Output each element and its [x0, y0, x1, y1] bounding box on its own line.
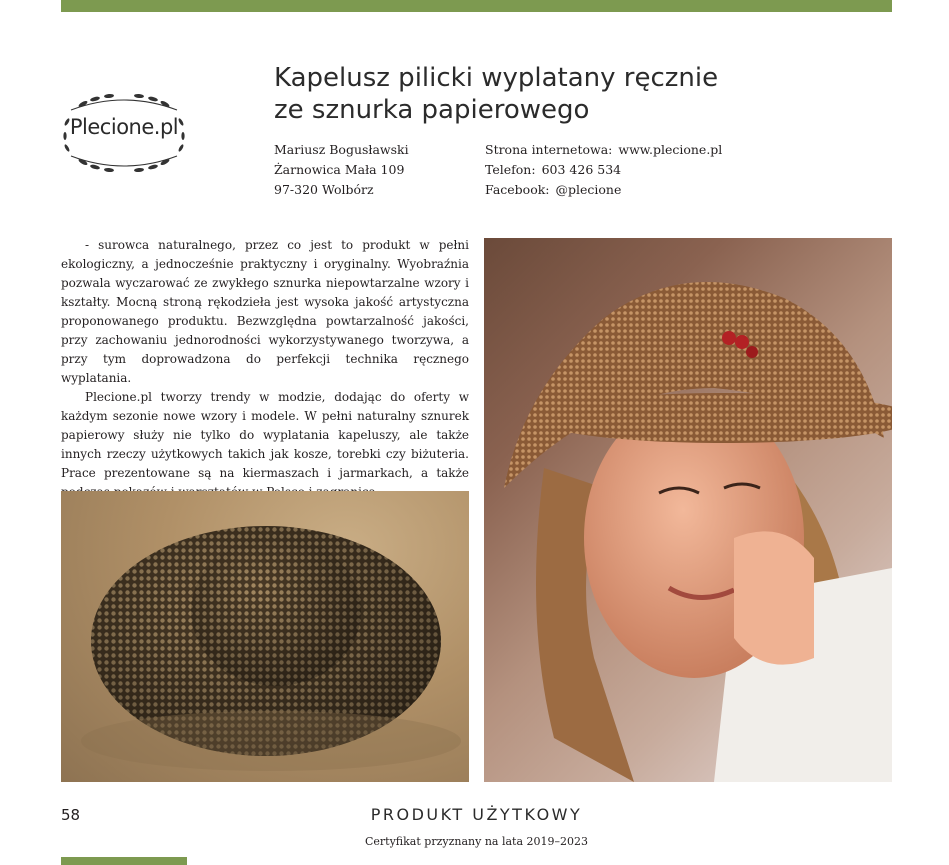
page-number: 58: [61, 806, 81, 824]
photo-woven-hat-on-sand: [61, 491, 469, 782]
article-paragraph: - surowca naturalnego, przez co jest to produkt w pełni ekologiczny, a jednocześnie praktyczny i oryginalny. Wyobraźnia pozwala wyczarować ze zwykłego sznurka niepowtarzalne wzory i kształty. Mocną stroną rękodzieła jest wysoka jakość artystyczna proponowanego produktu. Bezwzględna powtarzalność jakości, przy zachowaniu jednorodności wykorzystywanego tworzywa, a przy tym doprowadzona do perfekcji technika ręcznego wyplatania.: [61, 238, 469, 385]
phone-value: 603 426 534: [541, 162, 622, 177]
page-title: [274, 62, 834, 126]
title-line-1: Kapelusz pilicki wyplatany ręcznie: [274, 63, 719, 93]
website-row: [485, 140, 722, 160]
website-label: Strona internetowa:: [485, 142, 613, 157]
contact-details: [485, 140, 722, 200]
facebook-link[interactable]: @plecione: [555, 182, 622, 197]
contact-street: Żarnowica Mała 109: [274, 162, 405, 177]
section-title: PRODUKT UŻYTKOWY: [370, 805, 583, 824]
title-line-2: ze sznurka papierowego: [274, 95, 590, 125]
contact-address: [274, 140, 409, 200]
certificate-note: Certyfikat przyznany na lata 2019–2023: [364, 835, 589, 848]
phone-label: Telefon:: [485, 162, 536, 177]
bottom-accent-bar: [61, 857, 187, 865]
facebook-label: Facebook:: [485, 182, 550, 197]
contact-name: Mariusz Bogusławski: [274, 142, 409, 157]
phone-row: [485, 160, 722, 180]
article-paragraph: Plecione.pl tworzy trendy w modzie, dodając do oferty w każdym sezonie nowe wzory i modele. W pełni naturalny sznurek papierowy służy nie tylko do wyplatania kapeluszy, ale także innych rzeczy użytkowych takich jak kosze, torebki czy biżuteria. Prace prezentowane są na kiermaszach i jarmarkach, a także: [61, 390, 469, 480]
plecione-logo: [61, 92, 187, 174]
top-accent-bar: [61, 0, 892, 12]
website-link[interactable]: www.plecione.pl: [618, 142, 723, 157]
logo-text: Plecione.pl: [69, 115, 179, 139]
photo-woman-in-hat: [484, 238, 892, 782]
article-body: [61, 236, 469, 502]
facebook-row: [485, 180, 722, 200]
contact-city: 97-320 Wolbórz: [274, 182, 374, 197]
